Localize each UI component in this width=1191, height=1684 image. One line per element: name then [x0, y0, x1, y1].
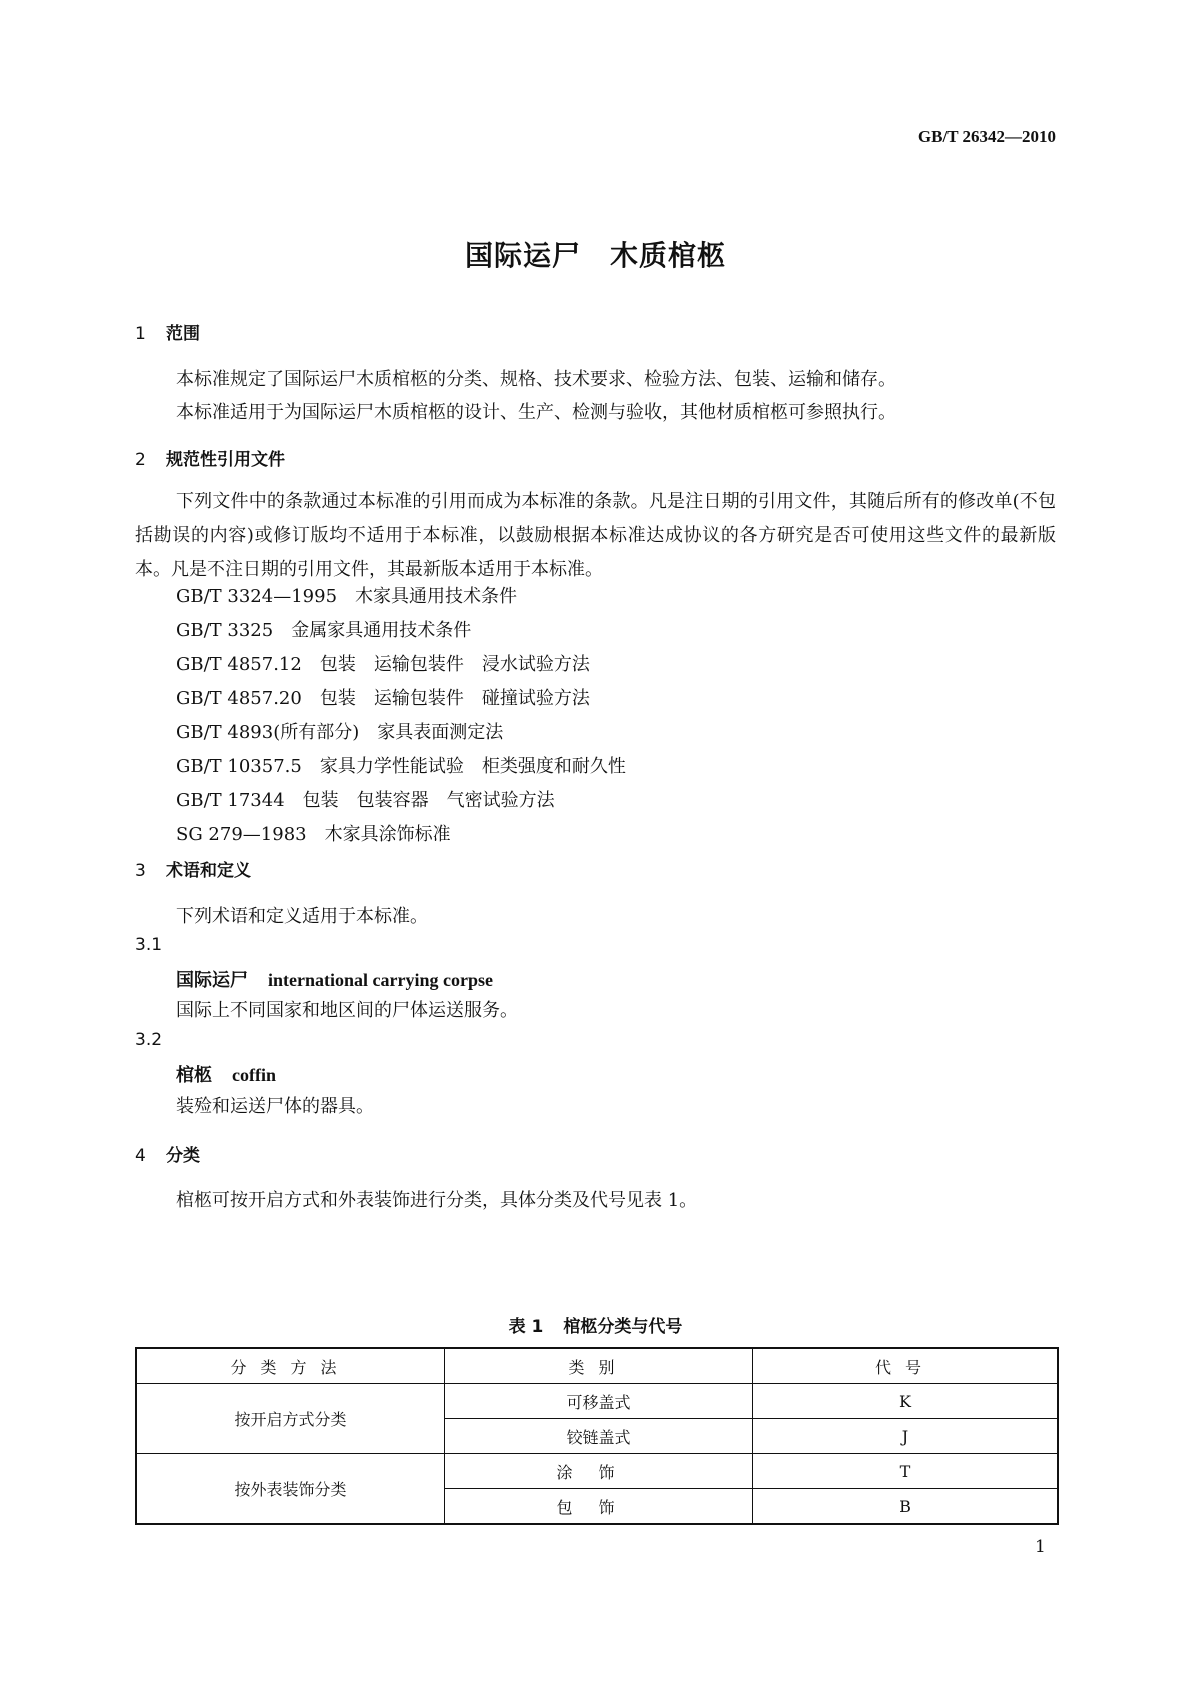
section-number: 2	[135, 450, 146, 470]
section-title: 术语和定义	[166, 861, 251, 881]
reference-item: GB/T 10357.5 家具力学性能试验 柜类强度和耐久性	[176, 756, 626, 777]
table-row	[136, 1384, 1058, 1419]
header-cell: 代号	[753, 1348, 1059, 1384]
category-cell: 包饰	[445, 1489, 753, 1525]
section-title: 范围	[166, 324, 200, 344]
reference-item: SG 279—1983 木家具涂饰标准	[176, 824, 451, 845]
category-cell: 铰链盖式	[445, 1419, 753, 1454]
method-cell: 按外表装饰分类	[136, 1454, 445, 1525]
reference-item: GB/T 3325 金属家具通用技术条件	[176, 620, 472, 641]
code-cell: J	[753, 1419, 1059, 1454]
reference-item: GB/T 4893(所有部分) 家具表面测定法	[176, 722, 504, 743]
classification-table	[135, 1347, 1059, 1525]
section-number: 3	[135, 861, 146, 881]
section-title: 分类	[166, 1146, 200, 1166]
term-heading	[176, 1061, 276, 1087]
section-number: 4	[135, 1146, 146, 1166]
method-cell: 按开启方式分类	[136, 1384, 445, 1454]
category-cell: 涂饰	[445, 1454, 753, 1489]
code-cell: K	[753, 1384, 1059, 1419]
table-caption	[0, 1312, 1191, 1337]
table-header-row	[136, 1348, 1058, 1384]
document-title: 国际运尸 木质棺柩	[464, 239, 726, 272]
code-cell: T	[753, 1454, 1059, 1489]
reference-item: GB/T 4857.12 包装 运输包装件 浸水试验方法	[176, 654, 590, 675]
term-zh: 棺柩	[176, 1065, 212, 1086]
term-number: 3.1	[135, 935, 163, 955]
header-cell: 类别	[445, 1348, 753, 1384]
table-title: 棺柩分类与代号	[563, 1317, 683, 1337]
term-en: international carrying corpse	[268, 970, 493, 990]
reference-list	[176, 580, 626, 852]
paragraph: 本标准规定了国际运尸木质棺柩的分类、规格、技术要求、检验方法、包装、运输和储存。	[176, 369, 896, 390]
reference-item: GB/T 3324—1995 木家具通用技术条件	[176, 586, 518, 607]
term-en: coffin	[232, 1065, 276, 1085]
section-title: 规范性引用文件	[166, 450, 285, 470]
code-cell: B	[753, 1489, 1059, 1525]
table-label: 表 1	[508, 1317, 544, 1337]
section-number: 1	[135, 324, 146, 344]
paragraph: 本标准适用于为国际运尸木质棺柩的设计、生产、检测与验收，其他材质棺柩可参照执行。	[176, 402, 896, 423]
reference-item: GB/T 17344 包装 包装容器 气密试验方法	[176, 790, 555, 811]
term-number: 3.2	[135, 1030, 163, 1050]
table-row	[136, 1454, 1058, 1489]
section-2-heading	[135, 445, 285, 470]
standard-code: GB/T 26342—2010	[917, 127, 1056, 146]
term-heading	[176, 966, 493, 992]
section-4-heading	[135, 1141, 200, 1166]
term-zh: 国际运尸	[176, 970, 248, 991]
reference-item: GB/T 4857.20 包装 运输包装件 碰撞试验方法	[176, 688, 590, 709]
header-cell: 分类方法	[136, 1348, 445, 1384]
paragraph: 下列术语和定义适用于本标准。	[176, 906, 428, 927]
term-definition: 国际上不同国家和地区间的尸体运送服务。	[176, 1000, 518, 1021]
section-1-heading	[135, 319, 200, 344]
section-3-heading	[135, 856, 251, 881]
paragraph: 下列文件中的条款通过本标准的引用而成为本标准的条款。凡是注日期的引用文件，其随后所有的修改单(不包括勘误的内容)或修订版均不适用于本标准，以鼓励根据本标准达成协议的各方研究是否可使用这些文件的最新版本。凡是不注日期的引用文件，其最新版本适用于本标准。	[135, 491, 1056, 580]
category-cell: 可移盖式	[445, 1384, 753, 1419]
page-number: 1	[1035, 1537, 1046, 1557]
term-definition: 装殓和运送尸体的器具。	[176, 1096, 374, 1117]
paragraph: 棺柩可按开启方式和外表装饰进行分类，具体分类及代号见表 1。	[176, 1190, 698, 1211]
